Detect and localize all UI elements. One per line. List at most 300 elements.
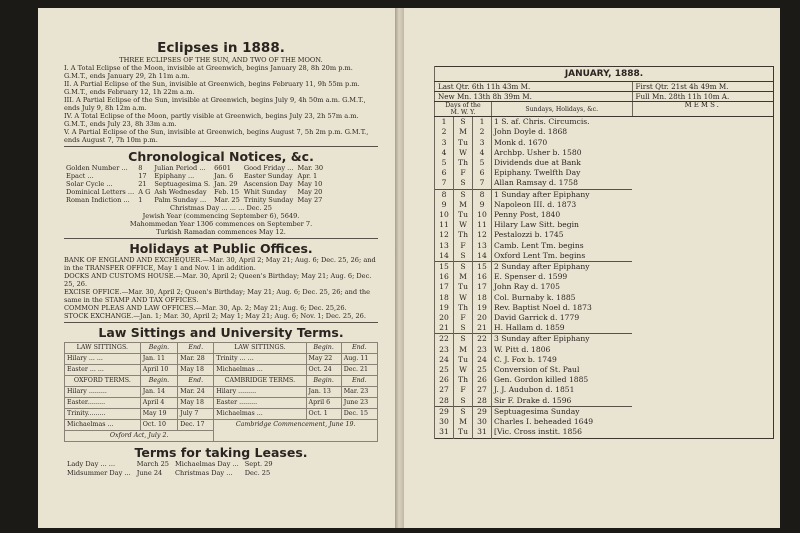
calendar-day-row (435, 417, 774, 427)
cell: March 25 (136, 460, 169, 468)
calendar-day-row (435, 427, 774, 438)
cell: 21 (138, 180, 147, 188)
cell: Oct. 10 (140, 420, 177, 431)
cell: May 20 (297, 188, 323, 196)
col-year: Y. (470, 109, 476, 117)
day-of-month: 5 (435, 158, 454, 168)
day-of-month: 17 (435, 282, 454, 292)
table-row (64, 180, 325, 188)
table-header-row (65, 343, 378, 354)
cell: Jan. 14 (140, 387, 177, 398)
left-page (38, 8, 396, 528)
day-event: 2 Sunday after Epiphany (492, 262, 633, 273)
calendar-day-row (435, 158, 774, 168)
cell: 6601 (214, 164, 231, 172)
day-of-year: 3 (473, 138, 492, 148)
mahommedan-year: Mahommedan Year 1306 commences on September 7. (129, 220, 313, 228)
calendar-day-row (435, 230, 774, 240)
day-of-week: M (454, 272, 473, 282)
day-of-month: 22 (435, 334, 454, 345)
day-event: Allan Ramsay d. 1758 (492, 178, 633, 189)
day-of-year: 21 (473, 323, 492, 334)
day-event: 3 Sunday after Epiphany (492, 334, 633, 345)
cell: Easter Sunday (243, 172, 293, 180)
day-event: Conversion of St. Paul (492, 365, 633, 375)
cell: Whit Sunday (243, 188, 287, 196)
day-of-year: 12 (473, 230, 492, 240)
day-of-year: 26 (473, 375, 492, 385)
day-of-year: 11 (473, 220, 492, 230)
day-event: 1 S. af. Chris. Circumcis. (492, 117, 633, 128)
day-event: H. Hallam d. 1859 (492, 323, 633, 334)
moon-phases-row (435, 92, 774, 102)
day-of-year: 15 (473, 262, 492, 273)
day-of-week: F (454, 241, 473, 251)
cell: Solar Cycle ... (66, 180, 113, 188)
calendar-day-row (435, 127, 774, 137)
day-event: Penny Post, 1840 (492, 210, 633, 220)
day-of-year: 16 (473, 272, 492, 282)
day-of-year: 29 (473, 406, 492, 417)
right-page (404, 8, 780, 528)
day-of-week: S (454, 178, 473, 189)
calendar-day-row (435, 303, 774, 313)
day-of-month: 2 (435, 127, 454, 137)
divider (64, 238, 378, 239)
calendar-day-row (435, 375, 774, 385)
day-of-year: 25 (473, 365, 492, 375)
col-header: Begin. (306, 343, 341, 354)
day-of-month: 31 (435, 427, 454, 438)
cell: Palm Sunday ... (154, 196, 207, 204)
col-header: Begin. (140, 376, 177, 387)
cell: Mar. 24 (178, 387, 214, 398)
table-row (65, 409, 378, 420)
day-of-month: 7 (435, 178, 454, 189)
calendar-day-row (435, 200, 774, 210)
day-of-year: 30 (473, 417, 492, 427)
day-of-month: 9 (435, 200, 454, 210)
cell: Michaelmas ... (214, 409, 306, 420)
day-of-week: M (454, 345, 473, 355)
cell: Dec. 17 (178, 420, 214, 431)
day-event: Sir F. Drake d. 1596 (492, 396, 633, 407)
day-of-month: 11 (435, 220, 454, 230)
table-row (65, 387, 378, 398)
day-of-year: 22 (473, 334, 492, 345)
day-of-week: Tu (454, 210, 473, 220)
day-of-week: W (454, 148, 473, 158)
day-of-month: 20 (435, 313, 454, 323)
law-title: Law Sittings and University Terms. (98, 325, 344, 340)
day-of-month: 13 (435, 241, 454, 251)
day-of-week: S (454, 406, 473, 417)
moon-phase: New Mn. 13th 8h 39m M. (435, 92, 633, 102)
moon-phase: Full Mn. 28th 11h 10m A. (632, 92, 774, 102)
sundays-header: Sundays, Holidays, &c. (492, 102, 633, 117)
day-event: J. J. Audubon d. 1851 (492, 385, 633, 395)
day-of-year: 8 (473, 189, 492, 200)
day-of-year: 6 (473, 168, 492, 178)
calendar-day-row (435, 138, 774, 148)
cell: Jan. 29 (214, 180, 238, 188)
cell: Dec. 21 (341, 365, 377, 376)
cell: April 10 (140, 365, 177, 376)
calendar-day-row (435, 396, 774, 407)
cell: 17 (138, 172, 147, 180)
moon-phase: Last Qtr. 6th 11h 43m M. (435, 82, 633, 92)
calendar-day-row (435, 345, 774, 355)
table-row (64, 164, 325, 172)
cell: May 18 (178, 365, 214, 376)
day-of-week: M (454, 127, 473, 137)
col-header: Begin. (140, 343, 177, 354)
cell: Dominical Letters ... (66, 188, 135, 196)
day-of-year: 9 (473, 200, 492, 210)
oxford-act: Oxford Act, July 2. (65, 431, 214, 442)
calendar-title: JANUARY, 1888. (435, 67, 774, 82)
cell: Apr. 1 (297, 172, 318, 180)
calendar-day-row (435, 168, 774, 178)
calendar-day-row (435, 241, 774, 251)
day-event: Monk d. 1670 (492, 138, 633, 148)
day-of-year: 23 (473, 345, 492, 355)
day-of-week: F (454, 313, 473, 323)
cell: June 23 (341, 398, 377, 409)
eclipse-item: IV. A Total Eclipse of the Moon, partly visible at Greenwich, begins July 23, 2h 57m a.m. G.M.T., ends July 23, 8h 33m a.m. (64, 112, 359, 128)
day-of-week: M (454, 417, 473, 427)
cell: Easter ... ... (65, 365, 141, 376)
holiday-item: STOCK EXCHANGE.—Jan. 1; Mar. 30, April 2; May 1; May 21; Aug. 6; Nov. 1; Dec. 25, 26. (64, 312, 366, 320)
calendar-day-row (435, 293, 774, 303)
table-header-row (65, 376, 378, 387)
day-event: Archbp. Usher b. 1580 (492, 148, 633, 158)
day-of-year: 5 (473, 158, 492, 168)
eclipse-item: II. A Partial Eclipse of the Sun, invisible at Greenwich, begins February 11, 9h 55m p.m. G.M.T., ends February 12, 1h 22m a.m. (64, 80, 360, 96)
day-of-year: 19 (473, 303, 492, 313)
days-header-label: Days of the (445, 102, 481, 110)
calendar-day-row (435, 282, 774, 292)
day-event: John Ray d. 1705 (492, 282, 633, 292)
day-of-month: 14 (435, 251, 454, 262)
cell: Hilary ......... (65, 387, 141, 398)
day-of-month: 18 (435, 293, 454, 303)
eclipse-item: V. A Partial Eclipse of the Sun, invisible at Greenwich, begins August 7, 5h 2m p.m. G.M.T., ends August 7, 7h 10m p.m. (64, 128, 369, 144)
cell: Lady Day ... ... (67, 460, 116, 468)
day-of-year: 14 (473, 251, 492, 262)
day-of-month: 4 (435, 148, 454, 158)
cell: Oct. 1 (306, 409, 341, 420)
table-row (65, 398, 378, 409)
day-of-week: Tu (454, 138, 473, 148)
day-of-week: Tu (454, 355, 473, 365)
turkish-ramadan: Turkish Ramadan commences May 12. (156, 228, 286, 236)
cell: Aug. 11 (341, 354, 377, 365)
day-of-month: 25 (435, 365, 454, 375)
cell: July 7 (178, 409, 214, 420)
calendar-day-row (435, 365, 774, 375)
cell: 8 (138, 164, 143, 172)
cell: Dec. 15 (341, 409, 377, 420)
cell: Michaelmas ... (214, 365, 306, 376)
cell: A G (138, 188, 151, 196)
day-of-month: 6 (435, 168, 454, 178)
cell: Mar. 28 (178, 354, 214, 365)
cell: Ash Wednesday (154, 188, 207, 196)
day-of-week: S (454, 334, 473, 345)
col-week: W. (460, 109, 469, 117)
eclipses-subtitle: THREE ECLIPSES OF THE SUN, AND TWO OF THE MOON. (119, 56, 323, 64)
january-calendar (434, 66, 774, 439)
col-header: LAW SITTINGS. (65, 343, 141, 354)
day-event: Col. Burnaby k. 1885 (492, 293, 633, 303)
day-of-year: 27 (473, 385, 492, 395)
cell: Golden Number ... (66, 164, 128, 172)
day-of-year: 31 (473, 427, 492, 438)
table-row (65, 354, 378, 365)
col-header: OXFORD TERMS. (65, 376, 141, 387)
day-of-week: W (454, 293, 473, 303)
calendar-day-row (435, 385, 774, 395)
cell: Trinity Sunday (243, 196, 294, 204)
cell: Jan. 6 (214, 172, 234, 180)
day-of-year: 1 (473, 117, 492, 128)
cell: Michaelmas ... (65, 420, 141, 431)
day-of-month: 8 (435, 189, 454, 200)
eclipse-item: I. A Total Eclipse of the Moon, invisible at Greenwich, begins January 28, 8h 20m p.m. G.M.T., ends January 29, 2h 11m a.m. (64, 64, 353, 80)
cell: Roman Indiction ... (66, 196, 130, 204)
eclipses-list (64, 64, 378, 144)
col-header: End. (178, 343, 214, 354)
day-of-week: Th (454, 303, 473, 313)
day-event: Oxford Lent Tm. begins (492, 251, 633, 262)
day-of-year: 10 (473, 210, 492, 220)
chronological-table (64, 164, 325, 204)
cell: Hilary ... ... (65, 354, 141, 365)
cell: Dec. 25 (244, 468, 271, 477)
day-event: Camb. Lent Tm. begins (492, 241, 633, 251)
day-of-week: Th (454, 230, 473, 240)
cell: Mar. 30 (297, 164, 324, 172)
calendar-day-row (435, 262, 774, 273)
cambridge-commencement: Cambridge Commencement, June 19. (214, 420, 378, 442)
calendar-day-row (435, 189, 774, 200)
cell: May 10 (297, 180, 323, 188)
day-event: [Vic. Cross instit. 1856 (492, 427, 633, 438)
day-of-month: 21 (435, 323, 454, 334)
holidays-title: Holidays at Public Offices. (129, 241, 313, 256)
col-header: End. (178, 376, 214, 387)
leases-title: Terms for taking Leases. (134, 445, 308, 460)
cell: Michaelmas Day ... (174, 460, 239, 468)
cell: Christmas Day ... (174, 468, 233, 477)
day-event: Pestalozzi b. 1745 (492, 230, 633, 240)
day-of-week: S (454, 262, 473, 273)
cell: 1 (138, 196, 143, 204)
cell: Mar. 23 (341, 387, 377, 398)
eclipse-item: III. A Partial Eclipse of the Sun, invisible at Greenwich, begins July 9, 4h 50m a.m. G.M.T., ends July 9, 8h 12m a.m. (64, 96, 366, 112)
calendar-day-row (435, 334, 774, 345)
cell: Epact ... (66, 172, 94, 180)
day-of-week: W (454, 220, 473, 230)
cell: Ascension Day (243, 180, 293, 188)
days-header (435, 102, 492, 117)
day-of-week: S (454, 117, 473, 128)
day-of-week: F (454, 168, 473, 178)
table-row (64, 172, 325, 180)
day-of-week: S (454, 189, 473, 200)
day-of-month: 29 (435, 406, 454, 417)
cell: April 6 (306, 398, 341, 409)
divider (64, 322, 378, 323)
holiday-item: BANK OF ENGLAND AND EXCHEQUER.—Mar. 30, April 2; May 21; Aug. 6; Dec. 25, 26; and in the TRANSFER OFFICE, May 1 and Nov. 1 in addition. (64, 256, 376, 272)
calendar-day-row (435, 210, 774, 220)
day-event: Charles I. beheaded 1649 (492, 417, 633, 427)
day-event: W. Pitt d. 1806 (492, 345, 633, 355)
day-of-week: S (454, 323, 473, 334)
calendar-day-row (435, 220, 774, 230)
cell: Mar. 25 (214, 196, 240, 204)
calendar-body (435, 117, 774, 438)
day-of-year: 7 (473, 178, 492, 189)
col-header: Begin. (306, 376, 341, 387)
cell: Easter ......... (214, 398, 306, 409)
calendar-day-row (435, 148, 774, 158)
day-of-week: Th (454, 375, 473, 385)
day-event: Septuagesima Sunday (492, 406, 633, 417)
calendar-day-row (435, 406, 774, 417)
day-of-week: Tu (454, 427, 473, 438)
cell: April 4 (140, 398, 177, 409)
moon-phase: First Qtr. 21st 4h 49m M. (632, 82, 774, 92)
holiday-item: COMMON PLEAS AND LAW OFFICES.—Mar. 30, Ap. 2; May 21; Aug. 6; Dec. 25,26. (64, 304, 347, 312)
day-event: Dividends due at Bank (492, 158, 633, 168)
day-of-month: 28 (435, 396, 454, 407)
table-row (64, 469, 276, 478)
day-event: Epiphany. Twelfth Day (492, 168, 633, 178)
day-of-week: M (454, 200, 473, 210)
day-of-week: F (454, 385, 473, 395)
cell: Midsummer Day ... (67, 468, 131, 477)
day-of-month: 15 (435, 262, 454, 273)
holiday-item: EXCISE OFFICE.—Mar. 30, April 2; Queen's Birthday; May 21; Aug. 6; Dec. 25, 26; and the same in the STAMP AND TAX OFFICES. (64, 288, 371, 304)
day-of-week: S (454, 251, 473, 262)
calendar-day-row (435, 323, 774, 334)
day-of-month: 10 (435, 210, 454, 220)
day-of-month: 26 (435, 375, 454, 385)
calendar-day-row (435, 251, 774, 262)
day-of-week: Tu (454, 282, 473, 292)
day-event: Hilary Law Sitt. begin (492, 220, 633, 230)
cell: Easter......... (65, 398, 141, 409)
table-row (64, 460, 276, 469)
calendar-day-row (435, 355, 774, 365)
jewish-year: Jewish Year (commencing September 6), 5649. (142, 212, 300, 220)
cell: May 19 (140, 409, 177, 420)
col-header: CAMBRIDGE TERMS. (214, 376, 306, 387)
day-event: Napoleon III. d. 1873 (492, 200, 633, 210)
table-row (64, 188, 325, 196)
cell: May 22 (306, 354, 341, 365)
day-of-year: 4 (473, 148, 492, 158)
day-of-year: 18 (473, 293, 492, 303)
day-of-year: 17 (473, 282, 492, 292)
day-of-month: 16 (435, 272, 454, 282)
cell: Feb. 15 (214, 188, 240, 196)
cell: May 18 (178, 398, 214, 409)
eclipses-title: Eclipses in 1888. (157, 40, 285, 56)
col-header: End. (341, 376, 377, 387)
leases-table (64, 460, 276, 477)
cell: Trinity......... (65, 409, 141, 420)
day-event: Gen. Gordon killed 1885 (492, 375, 633, 385)
table-row (65, 420, 378, 431)
table-row (64, 196, 325, 204)
cell: Septuagesima S. (154, 180, 211, 188)
col-header: End. (341, 343, 377, 354)
day-event: David Garrick d. 1779 (492, 313, 633, 323)
day-of-month: 19 (435, 303, 454, 313)
law-sittings-table (64, 342, 378, 442)
table-row (65, 365, 378, 376)
day-event: John Doyle d. 1868 (492, 127, 633, 137)
day-of-week: Th (454, 158, 473, 168)
day-of-year: 28 (473, 396, 492, 407)
day-of-year: 24 (473, 355, 492, 365)
cell: Hilary ......... (214, 387, 306, 398)
cell: May 27 (297, 196, 323, 204)
cell: Good Friday ... (243, 164, 294, 172)
col-header: LAW SITTINGS. (214, 343, 306, 354)
day-of-year: 20 (473, 313, 492, 323)
cell: Julian Period ... (154, 164, 206, 172)
col-month: M. (450, 109, 459, 117)
day-of-month: 12 (435, 230, 454, 240)
day-event: 1 Sunday after Epiphany (492, 189, 633, 200)
day-of-month: 1 (435, 117, 454, 128)
chronological-title: Chronological Notices, &c. (128, 149, 314, 164)
day-of-month: 30 (435, 417, 454, 427)
mems-header: MEMS. (632, 102, 774, 117)
christmas-day: Christmas Day ... ... ... Dec. 25 (170, 204, 272, 212)
calendar-day-row (435, 313, 774, 323)
divider (64, 146, 378, 147)
cell: Jan. 13 (306, 387, 341, 398)
cell: Epiphany ... (154, 172, 195, 180)
day-of-year: 13 (473, 241, 492, 251)
calendar-day-row (435, 178, 774, 189)
calendar-day-row (435, 117, 774, 128)
day-of-month: 27 (435, 385, 454, 395)
day-of-week: W (454, 365, 473, 375)
cell: Trinity ... ... (214, 354, 306, 365)
cell: Sept. 29 (244, 460, 273, 468)
day-event: E. Spenser d. 1599 (492, 272, 633, 282)
cell: Oct. 24 (306, 365, 341, 376)
cell: June 24 (136, 468, 163, 477)
day-event: Rev. Baptist Noel d. 1873 (492, 303, 633, 313)
day-of-month: 23 (435, 345, 454, 355)
day-event: C. J. Fox b. 1749 (492, 355, 633, 365)
cell: Jan. 11 (140, 354, 177, 365)
moon-phases-row (435, 82, 774, 92)
calendar-title-row (435, 67, 774, 82)
column-headers (435, 102, 774, 117)
day-of-month: 24 (435, 355, 454, 365)
calendar-day-row (435, 272, 774, 282)
day-of-year: 2 (473, 127, 492, 137)
day-of-week: S (454, 396, 473, 407)
